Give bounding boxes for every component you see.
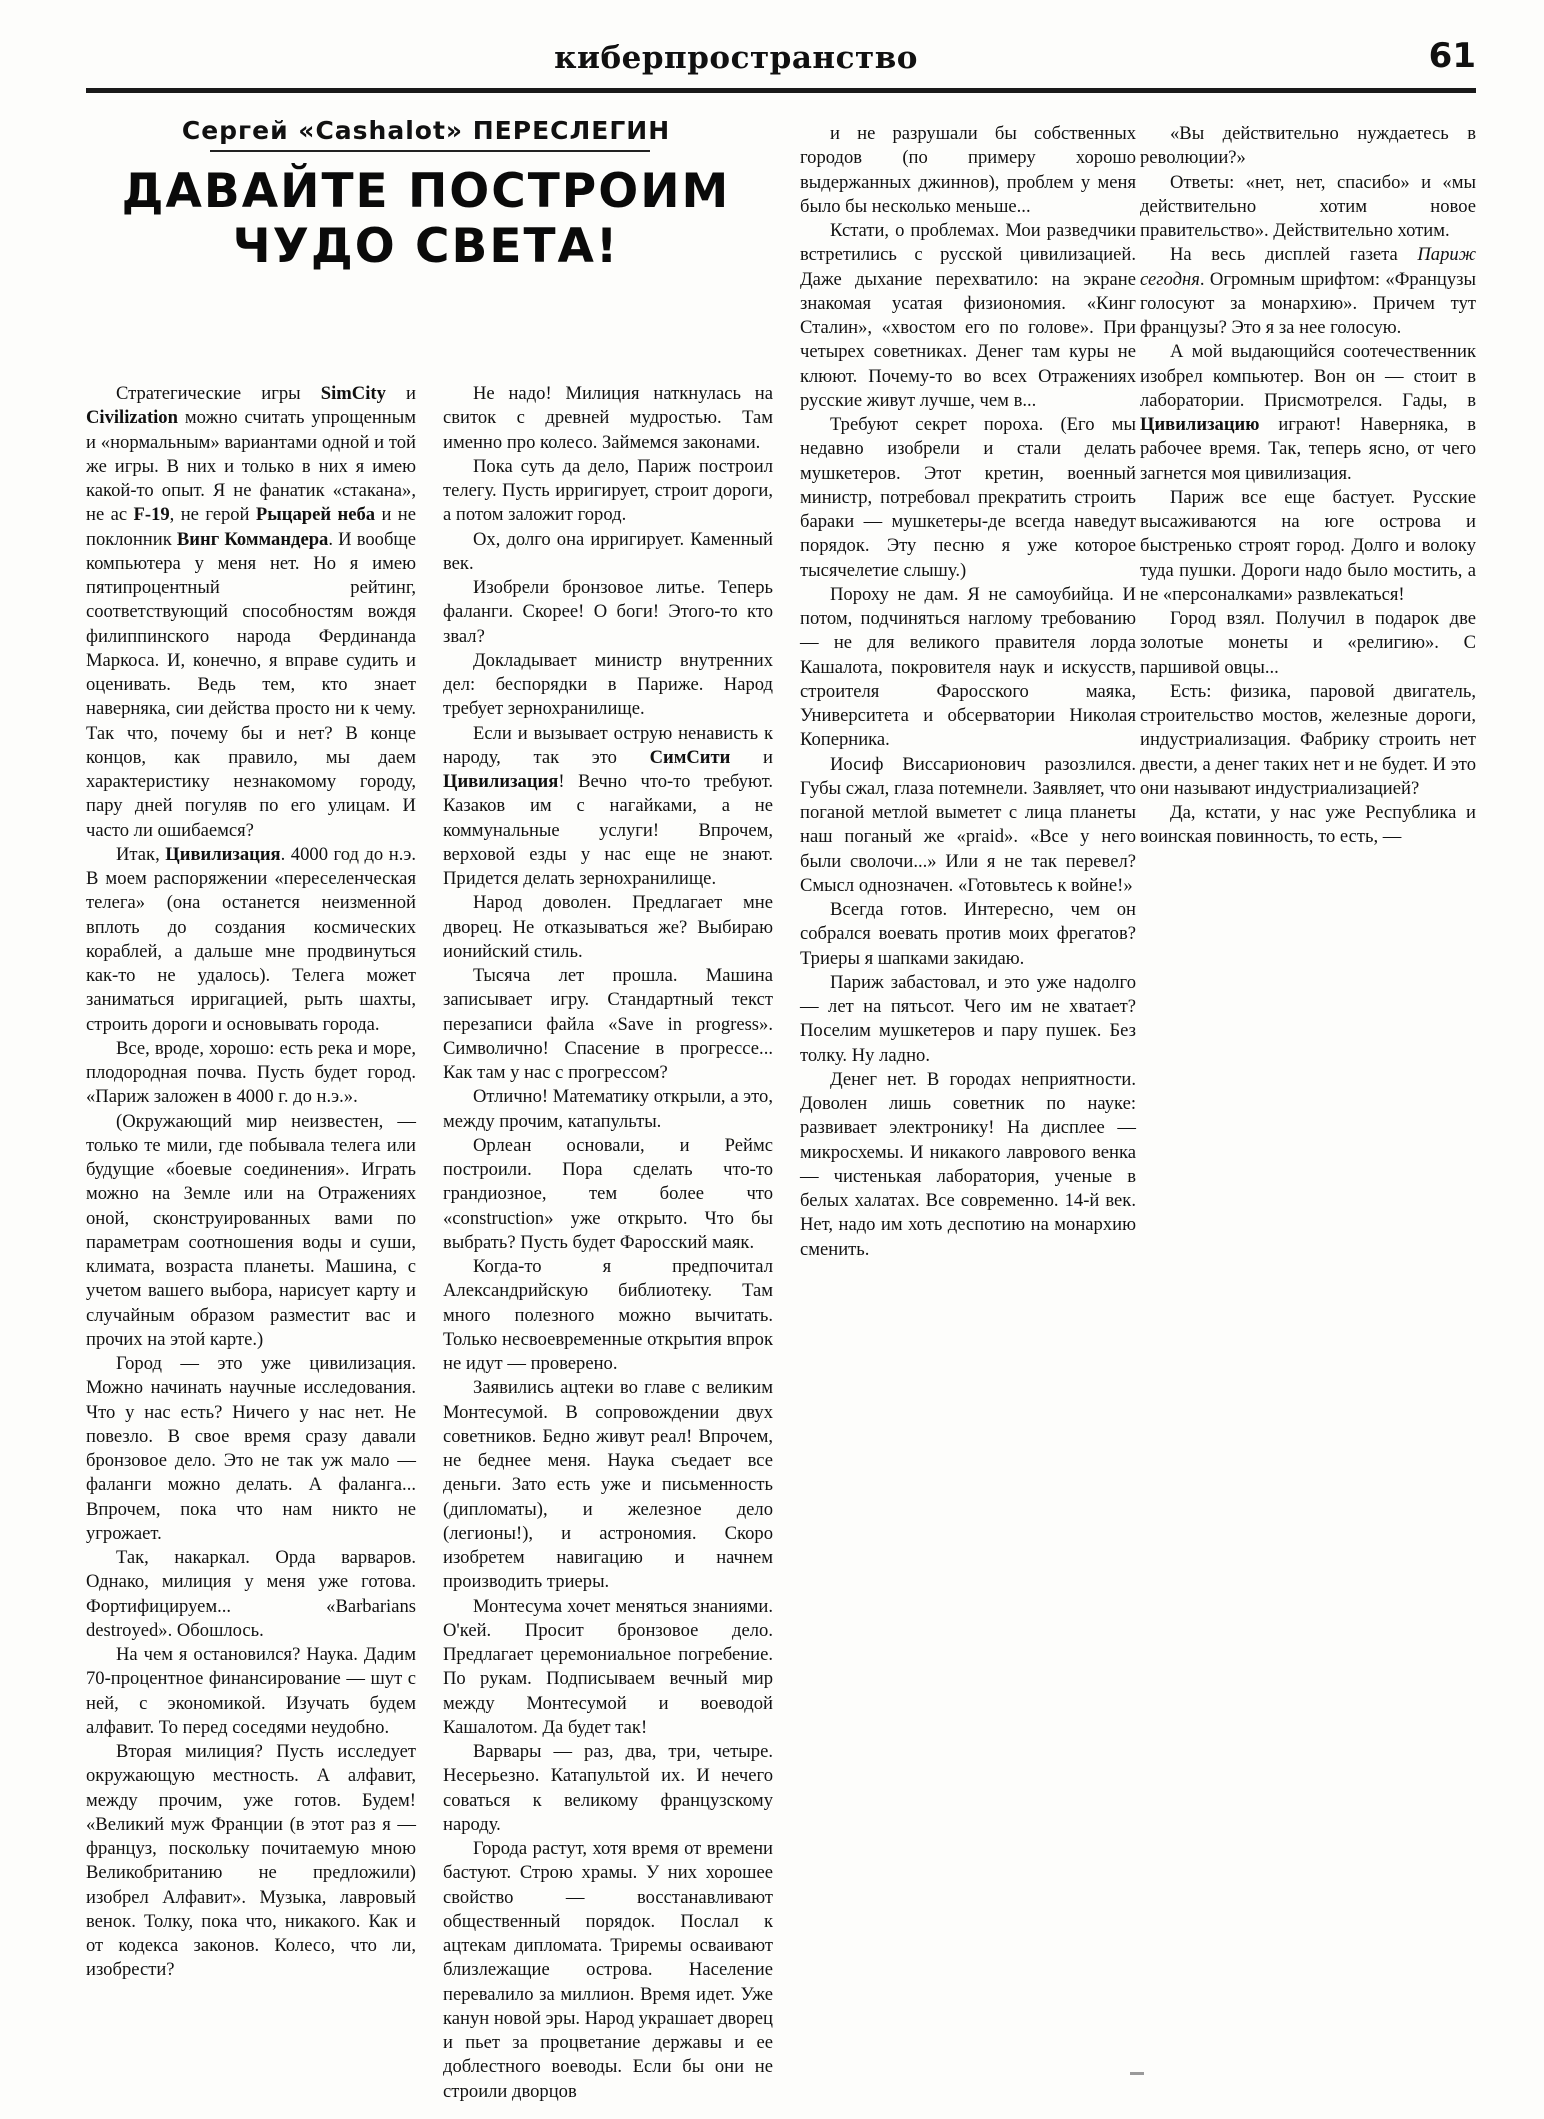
paragraph: А мой выдающийся соотечественник изобрел компьютер. Вон он — стоит в лаборатории. Присмотрелся. Гады, в Цивилизацию играют! Наверняка, в рабочее время. Так, теперь ясно, от чего загнется моя цивилизация.	[1140, 341, 1476, 484]
header-divider	[86, 88, 1476, 93]
paragraph: Ох, долго она ирригирует. Каменный век.	[443, 528, 773, 574]
paragraph: Денег нет. В городах неприятности. Доволен лишь советник по науке: развивает электронику! На дисплее — микросхемы. И никакого лаврового венка — чистенькая лаборатория, ученые в белых халатах. Все современно. 14-й век. Нет, надо им хоть деспотию на монархию сменить.	[800, 1068, 1136, 1260]
paragraph: Да, кстати, у нас уже Республика и воинская повинность, то есть, —	[1140, 802, 1476, 848]
body-column-4	[1140, 122, 1476, 850]
paragraph: Все, вроде, хорошо: есть река и море, плодородная почва. Пусть будет город. «Париж заложен в 4000 г. до н.э.».	[86, 1037, 416, 1108]
paragraph: Города растут, хотя время от времени бастуют. Строю храмы. У них хорошее свойство — восстанавливают общественный порядок. Послал к ацтекам дипломата. Триремы осваивают близлежащие острова. Население перевалило за миллион. Время идет. Уже канун новой эры. Народ украшает дворец и пьет за процветание державы и ее доблестного воеводы. Если бы они не строили дворцов	[443, 1838, 773, 2102]
body-column-3	[800, 122, 1136, 1262]
headline-line-1: ДАВАЙТЕ ПОСТРОИМ	[121, 164, 731, 219]
paragraph: Париж забастовал, и это уже надолго — лет на пятьсот. Чего им не хватает? Поселим мушкетеров и пару пушек. Без толку. Ну ладно.	[800, 971, 1136, 1066]
paragraph: Не надо! Милиция наткнулась на свиток с древней мудростью. Там именно про колесо. Займемся законами.	[443, 383, 773, 453]
paragraph: На чем я остановился? Наука. Дадим 70-процентное финансирование — шут с ней, с экономикой. Изучать будем алфавит. То перед соседями неудобно.	[86, 1644, 416, 1738]
paragraph: Требуют секрет пороха. (Его мы недавно изобрели и стали делать мушкетеров. Этот кретин, военный министр, потребовал прекратить строить бараки — мушкетеры-де всегда наведут порядок. Эту песню я уже которое тысячелетие слышу.)	[800, 414, 1136, 581]
body-column-2	[443, 382, 773, 2104]
paragraph: Вторая милиция? Пусть исследует окружающую местность. А алфавит, между прочим, уже готов. Будем! «Великий муж Франции (в этот раз я — француз, поскольку почитаемую мною Великобританию не предложили) изобрел Алфавит». Музыка, лавровый венок. Толку, пока что, никакого. Как и от кодекса законов. Колесо, что ли, изобрести?	[86, 1741, 416, 1981]
paragraph: Всегда готов. Интересно, чем он собрался воевать против моих фрегатов? Триеры я шапками закидаю.	[800, 899, 1136, 969]
paragraph: Так, накаркал. Орда варваров. Однако, милиция у меня уже готова. Фортифицируем... «Barbarians destroyed». Обошлось.	[86, 1547, 416, 1641]
paragraph: Пока суть да дело, Париж построил телегу. Пусть ирригирует, строит дороги, а потом заложит город.	[443, 455, 773, 526]
paragraph: Орлеан основали, и Реймс построили. Пора сделать что-то грандиозное, тем более что «construction» уже открыто. Что бы выбрать? Пусть будет Фаросский маяк.	[443, 1134, 773, 1253]
paragraph: На весь дисплей газета Париж сегодня. Огромным шрифтом: «Французы голосуют за монархию». Причем тут французы? Это я за нее голосую.	[1140, 244, 1476, 338]
paragraph: Докладывает министр внутренних дел: беспорядки в Париже. Народ требует зернохранилище.	[443, 649, 773, 720]
paragraph: Заявились ацтеки во главе с великим Монтесумой. В сопровождении двух советников. Бедно живут реал! Впрочем, не беднее меня. Наука съедает все деньги. Зато есть уже и письменность (дипломаты), и железное дело (легионы!), и астрономия. Скоро изобретем навигацию и начнем производить триеры.	[443, 1377, 773, 1593]
paragraph: Есть: физика, паровой двигатель, строительство мостов, железные дороги, индустриализация. Фабрику строить нет двести, а денег таких нет и не будет. И это они называют индустриализацией?	[1140, 680, 1476, 799]
paragraph: Итак, Цивилизация. 4000 год до н.э. В моем распоряжении «переселенческая телега» (она останется неизменной вплоть до создания космических кораблей, а дальше мне продвинуться как-то не удалось). Телега может заниматься ирригацией, рыть шахты, строить дороги и основывать города.	[86, 843, 416, 1035]
byline-underline	[210, 150, 650, 152]
paragraph: Иосиф Виссарионович разозлился. Губы сжал, глаза потемнели. Заявляет, что поганой метлой выметет с лица планеты наш поганый же «praid». «Все у него были сволочи...» Или я не так перевел? Смысл однозначен. «Готовьтесь к войне!»	[800, 753, 1136, 896]
paragraph: Народ доволен. Предлагает мне дворец. Не отказываться же? Выбираю ионийский стиль.	[443, 892, 773, 962]
paragraph: Отлично! Математику открыли, а это, между прочим, катапульты.	[443, 1086, 773, 1132]
footer-mark	[1130, 2072, 1144, 2075]
headline-line-2: ЧУДО СВЕТА!	[232, 219, 620, 275]
paragraph: Монтесума хочет меняться знаниями. О'кей. Просит бронзовое дело. Предлагает церемониальное погребение. По рукам. Подписываем вечный мир между Монтесумой и воеводой Кашалотом. Да будет так!	[443, 1595, 773, 1738]
paragraph: Если и вызывает острую ненависть к народу, так это СимСити и Цивилизация! Вечно что-то требуют. Казаков им с нагайками, а не коммунальные услуги! Впрочем, верховой езды у нас еще не знают. Придется делать зернохранилище.	[443, 722, 773, 889]
paragraph: Изобрели бронзовое литье. Теперь фаланги. Скорее! О боги! Этого-то кто звал?	[443, 577, 773, 647]
paragraph: (Окружающий мир неизвестен, — только те мили, где побывала телега или будущие «боевые соединения». Играть можно на Земле или на Отражениях оной, сконструированных вами по параметрам соотношения воды и суши, климата, возраста планеты. Машина, с учетом вашего выбора, нарисует карту и случайным образом разместит вас и прочих на этой карте.)	[86, 1110, 416, 1350]
paragraph: Тысяча лет прошла. Машина записывает игру. Стандартный текст перезаписи файла «Save in progress». Символично! Спасение в прогрессе... Как там у нас с прогрессом?	[443, 965, 773, 1083]
article-byline: Сергей «Cashalot» ПЕРЕСЛЕГИН	[181, 116, 671, 145]
article-headline	[86, 164, 766, 275]
paragraph: Варвары — раз, два, три, четыре. Несерьезно. Катапультой их. И нечего соваться к великому французскому народу.	[443, 1741, 773, 1835]
section-title: киберпространство	[554, 40, 918, 76]
paragraph: Город взял. Получил в подарок две золотые монеты и «религию». С паршивой овцы...	[1140, 608, 1476, 678]
body-column-1	[86, 382, 416, 1983]
paragraph: и не разрушали бы собственных городов (по примеру хорошо выдержанных джиннов), проблем у меня было бы несколько меньше...	[800, 123, 1136, 217]
paragraph: «Вы действительно нуждаетесь в революции?»	[1140, 123, 1476, 169]
paragraph: Стратегические игры SimCity и Civilization можно считать упрощенным и «нормальным» вариантами одной и той же игры. В них и только в них я имею какой-то опыт. Я не фанатик «стакана», не ас F-19, не герой Рыцарей неба и не поклонник Винг Коммандера. И вообще компьютера у меня нет. Но я имею пятипроцентный рейтинг, соответствующий способностям вождя филиппинского народа Фердинанда Маркоса. И, конечно, я вправе судить и оценивать. Ведь тем, кто знает наверняка, сии действа просто ни к чему. Так что, почему бы и нет? В конце концов, как правило, мы даем характеристику незнакомому городу, пару дней погуляв по его улицам. И часто ли ошибаемся?	[86, 383, 417, 841]
paragraph: Когда-то я предпочитал Александрийскую библиотеку. Там много полезного можно вычитать. Только несвоевременные открытия впрок не идут — проверено.	[443, 1256, 773, 1374]
paragraph: Кстати, о проблемах. Мои разведчики встретились с русской цивилизацией. Даже дыхание перехватило: на экране знакомая усатая физиономия. «Кинг Сталин», «хвостом его по голове». При четырех советниках. Денег там куры не клюют. Почему-то во всех Отражениях русские живут лучше, чем в...	[800, 220, 1136, 411]
paragraph: Париж все еще бастует. Русские высаживаются на юге острова и быстренько строят город. Долго и волоку туда пушки. Дороги надо было мостить, а не «персоналками» развлекаться!	[1140, 486, 1476, 605]
paragraph: Город — это уже цивилизация. Можно начинать научные исследования. Что у нас есть? Ничего у нас нет. Не повезло. В свое время сразу давали бронзовое дело. Это не так уж мало — фаланги можно делать. А фаланга... Впрочем, пока что нам никто не угрожает.	[86, 1353, 416, 1544]
paragraph: Пороху не дам. Я не самоубийца. И потом, подчиняться наглому требованию — не для великого правителя лорда Кашалота, покровителя наук и искусств, строителя Фаросского маяка, Университета и обсерватории Николая Коперника.	[800, 583, 1136, 751]
paragraph: Ответы: «нет, нет, спасибо» и «мы действительно хотим новое правительство». Действительно хотим.	[1140, 171, 1476, 241]
page-number: 61	[1428, 36, 1476, 76]
